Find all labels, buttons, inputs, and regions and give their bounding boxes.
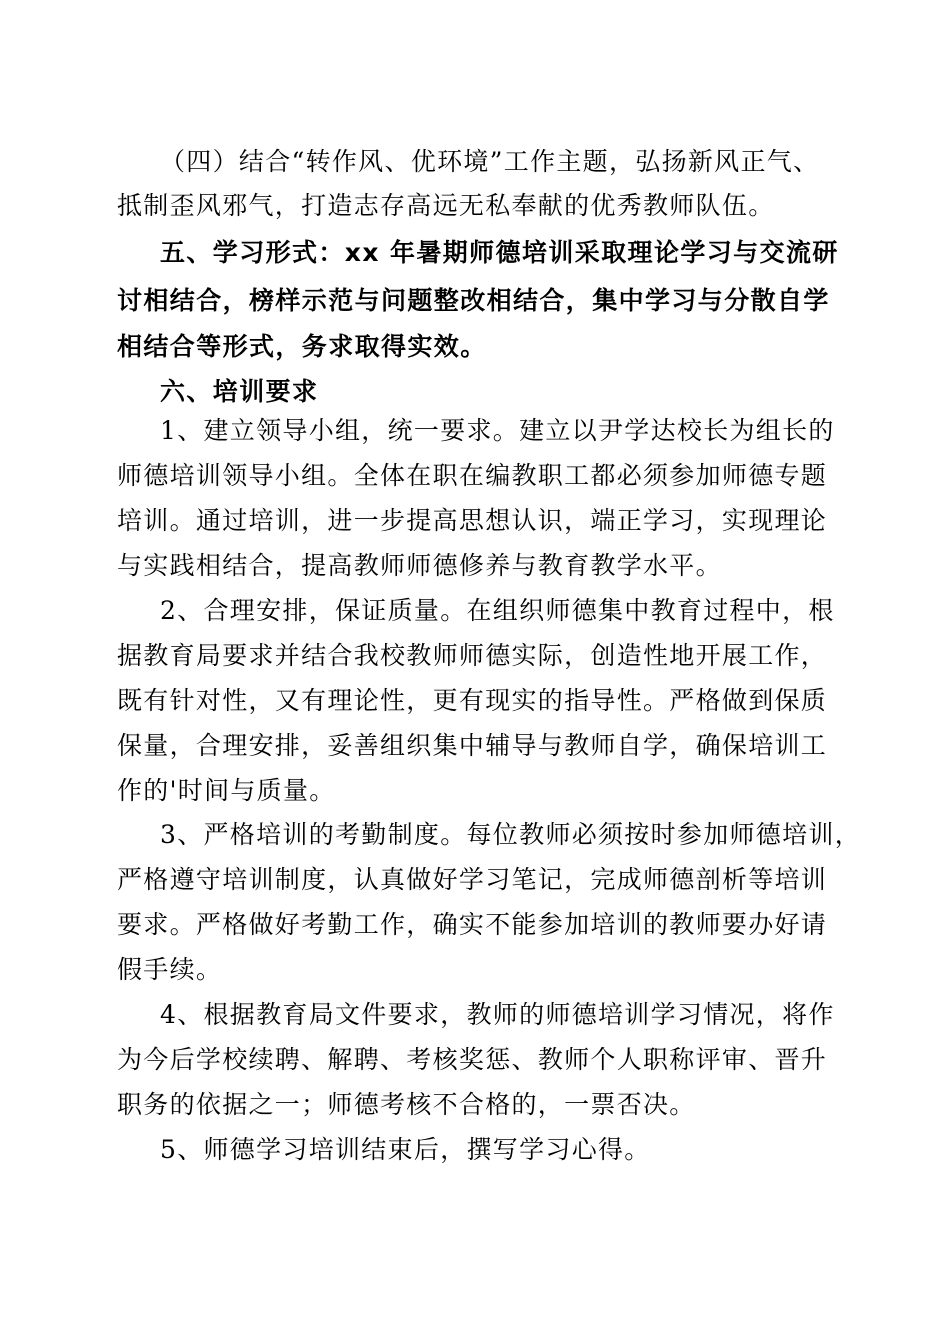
item-3-line-2: 严格遵守培训制度，认真做好学习笔记，完成师德剖析等培训 [117,865,828,894]
item-1-line-1: 1、建立领导小组，统一要求。建立以尹学达校长为组长的 [160,416,835,445]
item-4-line-1: 4、根据教育局文件要求，教师的师德培训学习情况，将作 [160,1000,835,1029]
section-5-heading-line-1: 五、学习形式：xx 年暑期师德培训采取理论学习与交流研 [160,238,839,267]
item-1-line-4: 与实践相结合，提高教师师德修养与教育教学水平。 [117,551,722,580]
item-1-line-2: 师德培训领导小组。全体在职在编教职工都必须参加师德专题 [117,461,828,490]
item-5-line-1: 5、师德学习培训结束后，撰写学习心得。 [160,1135,651,1164]
item-2-line-2: 据教育局要求并结合我校教师师德实际，创造性地开展工作， [117,641,828,670]
item-4-line-2: 为今后学校续聘、解聘、考核奖惩、教师个人职称评审、晋升 [117,1045,828,1074]
item-3-line-4: 假手续。 [117,955,223,984]
item-2-line-3: 既有针对性，又有理论性，更有现实的指导性。严格做到保质 [117,686,828,715]
item-2-line-4: 保量，合理安排，妥善组织集中辅导与教师自学，确保培训工 [117,731,828,760]
section-4-line-2: 抵制歪风邪气，打造志存高远无私奉献的优秀教师队伍。 [117,191,775,220]
section-4-line-1: （四）结合“转作风、优环境”工作主题，弘扬新风正气、 [160,147,820,176]
section-5-heading-line-2: 讨相结合，榜样示范与问题整改相结合，集中学习与分散自学 [117,286,830,315]
item-3-line-3: 要求。严格做好考勤工作，确实不能参加培训的教师要办好请 [117,910,828,939]
item-2-line-5: 作的'时间与质量。 [117,776,336,805]
section-6-heading: 六、培训要求 [160,377,319,406]
section-5-heading-line-3: 相结合等形式，务求取得实效。 [117,332,487,361]
item-4-line-3: 职务的依据之一；师德考核不合格的，一票否决。 [117,1090,696,1119]
item-2-line-1: 2、合理安排，保证质量。在组织师德集中教育过程中，根 [160,596,835,625]
item-3-line-1: 3、严格培训的考勤制度。每位教师必须按时参加师德培训， [160,820,862,849]
item-1-line-3: 培训。通过培训，进一步提高思想认识，端正学习，实现理论 [117,506,828,535]
